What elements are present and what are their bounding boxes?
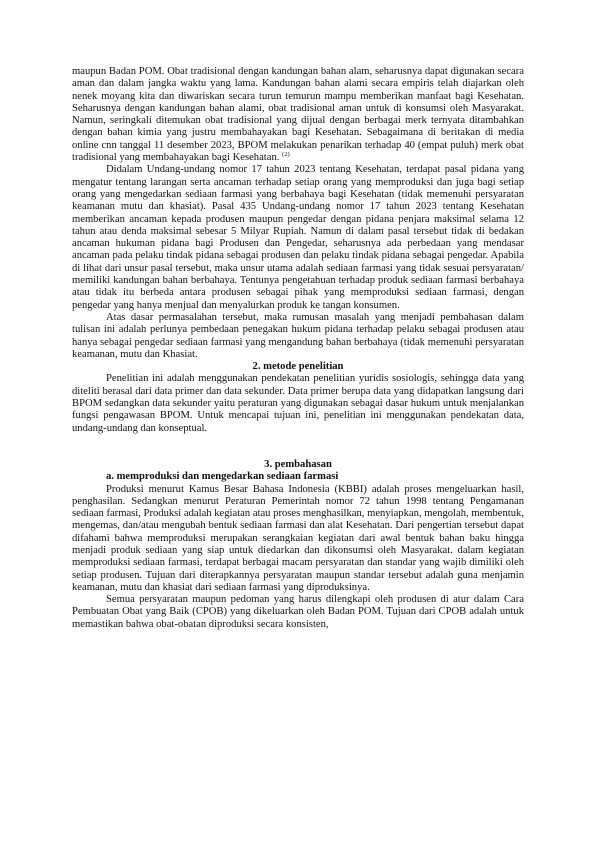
section-spacer <box>72 435 524 459</box>
paragraph-methodology: Penelitian ini adalah menggunakan pendekatan penelitian yuridis sosiologis, sehingga data yang diteliti berasal dari data primer dan data sekunder. Data primer berupa data yang didapatkan langsung dari BPOM sedangkan data sekunder yaitu peraturan yang digunakan sebagai dasar hukum untuk menjalankan fungsi pengawasan BPOM. Untuk mencapai tujuan ini, penelitian ini menggunakan pendekatan data, undang-undang dan konseptual. <box>72 373 524 434</box>
section-heading-pembahasan: 3. pembahasan <box>264 458 332 470</box>
paragraph-legal-basis: Didalam Undang-undang nomor 17 tahun 2023 tentang Kesehatan, terdapat pasal pidana yang mengatur tentang larangan serta ancaman terhadap setiap orang yang memproduksi dan juga bagi setiap orang yang mengedarkan sediaan farmasi yang berbahaya bagi Kesehatan (tidak memenuhi persyaratan keamanan mutu dan khasiat). Pasal 435 Undang-undang nomor 17 tahun 2023 tentang Kesehatan memberikan ancaman kepada produsen maupun pengedar dengan pidana penjara maksimal selama 12 tahun atau denda maksimal sebesar 5 Milyar Rupiah. Namun di dalam pasal tersebut tidak di bedakan ancaman hukuman pidana bagi Produsen dan Pengedar, seharusnya ada perbedaan yang mendasar ancaman pada pelaku tindak pidana sebagai produsen dan pelaku tindak pidana sebagai pengedar. Apabila di lihat dari unsur pasal tersebut, maka unsur utama adalah sediaan farmasi yang tidak sesuai persyaratan/ memiliki kandungan bahan berbahaya. Tentunya pengetahuan terhadap produk sediaan farmasi berbahaya atau tidak itu berbeda antara produsen sebagai pihak yang memproduksi sediaan farmasi, dengan pengedar yang hanya menjual dan menyalurkan produk ke tangan konsumen. <box>72 164 524 311</box>
subsection-heading-a: a. memproduksi dan mengedarkan sediaan farmasi <box>106 471 339 483</box>
paragraph-cpob: Semua persyaratan maupun pedoman yang harus dilengkapi oleh produsen di atur dalam Cara Pembuatan Obat yang Baik (CPOB) yang dikeluarkan oleh Badan POM. Tujuan dari CPOB adalah untuk memastikan bahwa obat-obatan diproduksi secara konsisten, <box>72 594 524 630</box>
page-body <box>72 66 524 631</box>
citation-reference: (2) <box>282 151 290 159</box>
paragraph-production-definition: Produksi menurut Kamus Besar Bahasa Indonesia (KBBI) adalah proses mengeluarkan hasil, penghasilan. Sedangkan menurut Peraturan Pemerintah nomor 72 tahun 1998 tentang Pengamanan sediaan farmasi, Produksi adalah kegiatan atau proses menghasilkan, menyiapkan, mengolah, membentuk, mengemas, dan/atau mengubah bentuk sediaan farmasi dan alat Kesehatan. Dari pengertian tersebut dapat difahami bahwa memproduksi merupakan serangkaian kegiatan dari awal bentuk bahan baku hingga menjadi produk sediaan yang siap untuk diedarkan dan dikonsumsi oleh Masyarakat. dalam kegiatan memproduksi sediaan farmasi, terdapat berbagai macam persyaratan dan standar yang wajib dimiliki oleh setiap produsen. Tujuan dari diterapkannya persyaratan maupun standar tersebut adalah guna menjamin keamanan, mutu dan khasiat dari sediaan farmasi yang diproduksinya. <box>72 483 524 593</box>
paragraph-text: maupun Badan POM. Obat tradisional dengan kandungan bahan alam, seharusnya dapat digunakan secara aman dan dalam jangka waktu yang lama. Kandungan bahan alami secara empiris telah diajarkan oleh nenek moyang kita dan diwariskan secara turun temurun mampu memberikan manfaat bagi Kesehatan. Seharusnya dengan kandungan bahan alami, obat tradisional aman untuk di konsumsi oleh Masyarakat. Namun, seringkali ditemukan obat tradisional yang dijual dengan berbagai merk ternyata ditambahkan dengan bahan kimia yang justru membahayakan bagi Kesehatan. Sebagaimana di beritakan di media online cnn tanggal 11 desember 2023, BPOM melakukan penarikan terhadap 40 (empat puluh) merk obat tradisional yang membahayakan bagi Kesehatan. <box>72 66 524 164</box>
paragraph-intro-continued <box>72 66 524 164</box>
section-heading-metode: 2. metode penelitian <box>252 361 344 373</box>
paragraph-problem-statement: Atas dasar permasalahan tersebut, maka rumusan masalah yang menjadi pembahasan dalam tulisan ini adalah perlunya pembedaan penegakan hukum pidana terhadap pelaku sebagai produsen atau hanya sebagai pengedar sediaan farmasi yang mengandung bahan berbahaya (tidak memenuhi persyaratan keamanan, mutu dan Khasiat. <box>72 311 524 360</box>
